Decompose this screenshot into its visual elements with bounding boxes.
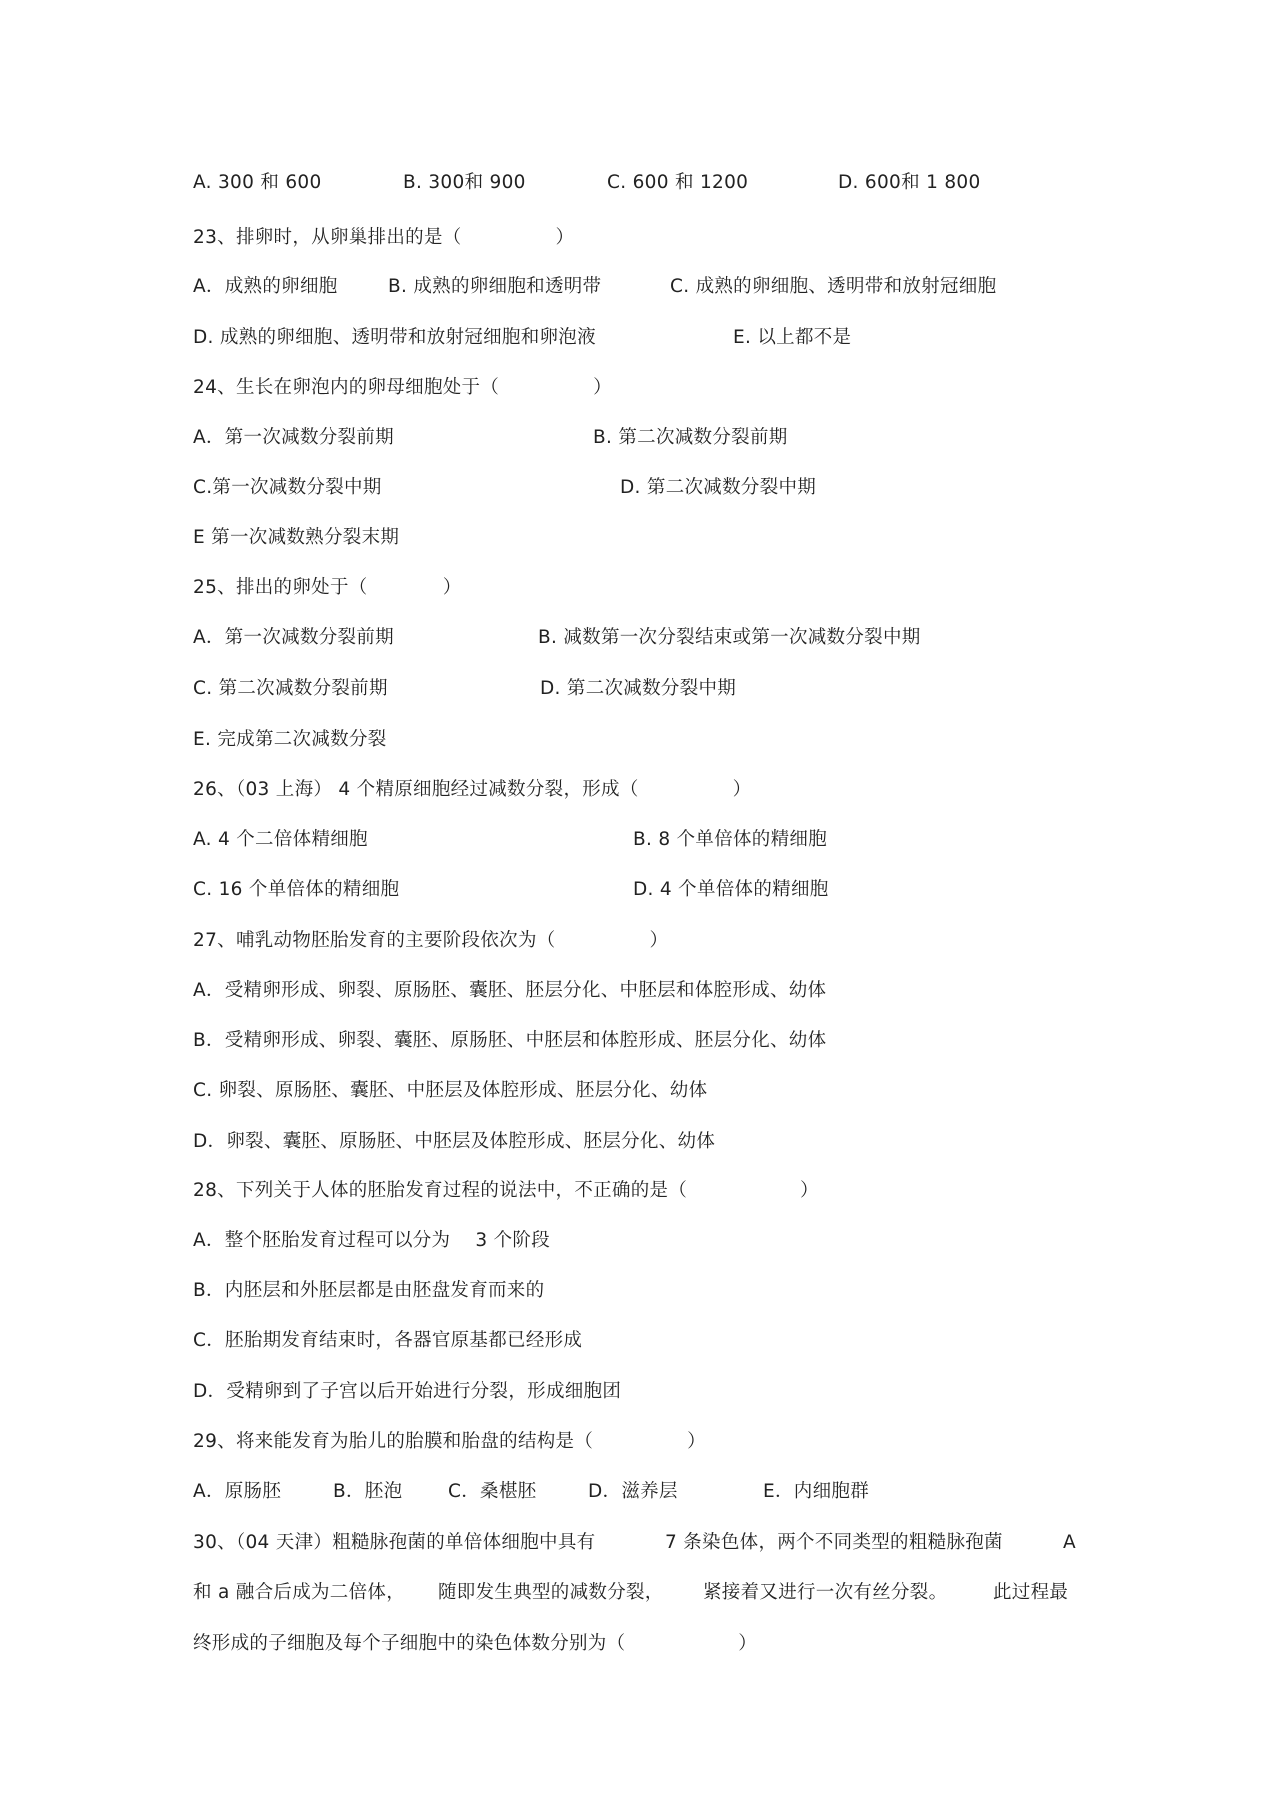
- q23-option-a: A．成熟的卵细胞: [193, 276, 338, 297]
- q29-option-c: C．桑椹胚: [448, 1481, 537, 1502]
- q30-line1-part-a: 30、（04 天津）粗糙脉孢菌的单倍体细胞中具有: [193, 1532, 596, 1553]
- q22-option-d: D. 600和 1 800: [838, 172, 981, 193]
- q26-option-c: C. 16 个单倍体的精细胞: [193, 879, 400, 900]
- q30-line2-part-a: 和 a 融合后成为二倍体，: [193, 1582, 405, 1603]
- q25-option-e: E. 完成第二次减数分裂: [193, 729, 387, 750]
- q29-option-e: E．内细胞群: [763, 1481, 869, 1502]
- q29-option-a: A．原肠胚: [193, 1481, 282, 1502]
- q30-line1-part-c: A: [1063, 1532, 1076, 1553]
- q25-option-a: A．第一次减数分裂前期: [193, 627, 394, 648]
- q27-option-d: D．卵裂、囊胚、原肠胚、中胚层及体腔形成、胚层分化、幼体: [193, 1131, 716, 1152]
- q29-option-b: B．胚泡: [333, 1481, 403, 1502]
- q27-option-a: A．受精卵形成、卵裂、原肠胚、囊胚、胚层分化、中胚层和体腔形成、幼体: [193, 980, 827, 1001]
- q23-option-d: D. 成熟的卵细胞、透明带和放射冠细胞和卵泡液: [193, 327, 596, 348]
- q27-stem: 27、哺乳动物胚胎发育的主要阶段依次为（ ）: [193, 930, 669, 951]
- q27-option-b: B．受精卵形成、卵裂、囊胚、原肠胚、中胚层和体腔形成、胚层分化、幼体: [193, 1030, 827, 1051]
- q30-line2-part-b: 随即发生典型的减数分裂，: [438, 1582, 664, 1603]
- q25-stem: 25、排出的卵处于（ ）: [193, 577, 462, 598]
- q25-option-b: B. 减数第一次分裂结束或第一次减数分裂中期: [538, 627, 921, 648]
- q28-option-d: D．受精卵到了子宫以后开始进行分裂，形成细胞团: [193, 1381, 622, 1402]
- q23-stem: 23、排卵时，从卵巢排出的是（ ）: [193, 227, 575, 248]
- q30-line2-part-c: 紧接着又进行一次有丝分裂。: [703, 1582, 948, 1603]
- q24-option-d: D. 第二次减数分裂中期: [620, 477, 817, 498]
- q26-option-d: D. 4 个单倍体的精细胞: [633, 879, 829, 900]
- q28-option-a: A．整个胚胎发育过程可以分为 3 个阶段: [193, 1230, 550, 1251]
- q23-option-c: C. 成熟的卵细胞、透明带和放射冠细胞: [670, 276, 997, 297]
- q23-option-b: B. 成熟的卵细胞和透明带: [388, 276, 602, 297]
- q26-option-a: A. 4 个二倍体精细胞: [193, 829, 368, 850]
- q30-line1-part-b: 7 条染色体，两个不同类型的粗糙脉孢菌: [665, 1532, 1003, 1553]
- q30-stem-line-3: 终形成的子细胞及每个子细胞中的染色体数分别为（ ）: [193, 1633, 758, 1654]
- q22-option-b: B. 300和 900: [403, 172, 526, 193]
- q28-option-b: B．内胚层和外胚层都是由胚盘发育而来的: [193, 1280, 545, 1301]
- q27-option-c: C. 卵裂、原肠胚、囊胚、中胚层及体腔形成、胚层分化、幼体: [193, 1080, 708, 1101]
- q26-stem: 26、（03 上海） 4 个精原细胞经过减数分裂，形成（ ）: [193, 779, 752, 800]
- q24-stem: 24、生长在卵泡内的卵母细胞处于（ ）: [193, 377, 612, 398]
- q24-option-a: A．第一次减数分裂前期: [193, 427, 394, 448]
- q28-stem: 28、下列关于人体的胚胎发育过程的说法中，不正确的是（ ）: [193, 1180, 819, 1201]
- q25-option-d: D. 第二次减数分裂中期: [540, 678, 737, 699]
- q28-option-c: C．胚胎期发育结束时，各器官原基都已经形成: [193, 1330, 583, 1351]
- q24-option-b: B. 第二次减数分裂前期: [593, 427, 788, 448]
- q22-option-c: C. 600 和 1200: [607, 172, 749, 193]
- q23-option-e: E. 以上都不是: [733, 327, 852, 348]
- q29-stem: 29、将来能发育为胎儿的胎膜和胎盘的结构是（ ）: [193, 1431, 706, 1452]
- q24-option-c: C.第一次减数分裂中期: [193, 477, 382, 498]
- q26-option-b: B. 8 个单倍体的精细胞: [633, 829, 828, 850]
- q22-option-a: A. 300 和 600: [193, 172, 322, 193]
- q29-option-d: D．滋养层: [588, 1481, 678, 1502]
- q30-line2-part-d: 此过程最: [993, 1582, 1069, 1603]
- q25-option-c: C. 第二次减数分裂前期: [193, 678, 388, 699]
- q24-option-e: E 第一次减数熟分裂末期: [193, 527, 400, 548]
